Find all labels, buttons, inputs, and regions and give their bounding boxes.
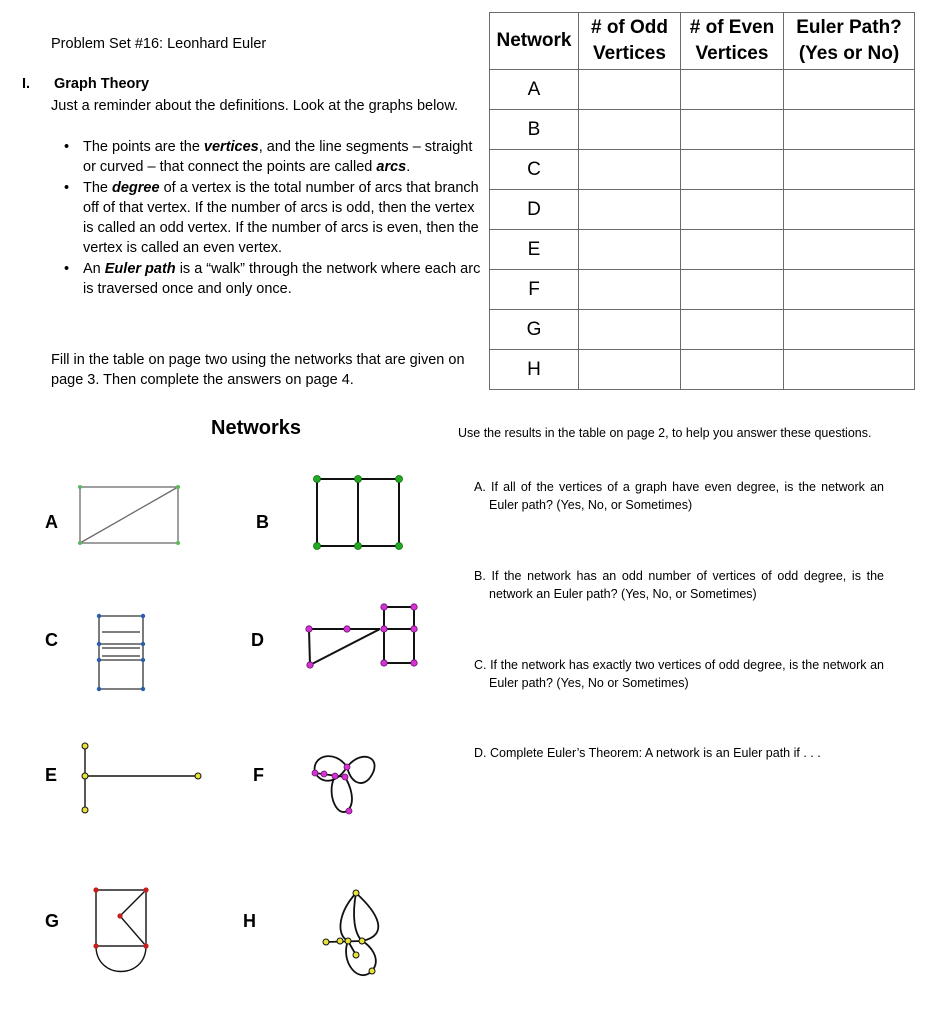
network-g-graph [88,880,158,975]
network-label-b: B [256,512,269,532]
vertex [97,658,101,662]
bullet-text: of a vertex is the total number of arcs that branch off of that vertex. If the number of arcs is odd, then the vertex is called an odd vertex. If the number of arcs is even, then the vertex is called an even vertex. [83,180,479,256]
cell-odd[interactable] [579,70,681,110]
vertex-group [82,743,201,813]
vertex-group [97,614,145,691]
question-text: C. If the network has exactly two vertices of odd degree, is the network an Euler path? (Yes, No or Sometimes) [474,658,884,690]
vertex [143,887,148,892]
network-label-c: C [45,630,58,650]
vertex [369,968,375,974]
vertex [82,743,88,749]
network-label-d: D [251,630,264,650]
cell-network: D [490,190,579,230]
vertex [411,604,417,610]
cell-odd[interactable] [579,150,681,190]
vertex [332,773,338,779]
cell-euler[interactable] [784,190,915,230]
arc [120,916,146,946]
vertex [396,476,403,483]
cell-network: E [490,230,579,270]
header-line: Vertices [593,43,666,64]
vertex [381,660,387,666]
arc [347,757,375,783]
vertex [396,543,403,550]
question-a [474,479,884,514]
arc [309,629,310,665]
network-label-g: G [45,911,60,931]
cell-euler[interactable] [784,270,915,310]
questions-intro: Use the results in the table on page 2, to help you answer these questions. [458,426,872,440]
definition-vertices-arcs [62,137,482,177]
table-row [490,190,915,230]
table-row [490,230,915,270]
header-even-vertices [681,13,784,70]
vertex [97,614,101,618]
vertex [97,687,101,691]
cell-even[interactable] [681,230,784,270]
vertex [306,626,312,632]
question-b [474,568,884,603]
network-c-graph [90,608,154,698]
vertex [381,626,387,632]
vertex [381,604,387,610]
vertex [141,658,145,662]
network-e-graph [75,740,210,818]
question-text: A. If all of the vertices of a graph have even degree, is the network an Euler path? (Yes, No, or Sometimes) [474,480,884,512]
vertex [195,773,201,779]
vertex [314,476,321,483]
vertex [355,476,362,483]
bullet-text: , and the line segments – straight or curved – that connect the points are called [83,139,473,175]
arc [332,776,352,812]
arc [310,629,380,665]
vertex [93,887,98,892]
network-d-graph [300,598,425,673]
network-label-e: E [45,765,58,785]
header-line: Vertices [695,43,769,64]
cell-odd[interactable] [579,350,681,390]
arc [326,941,362,942]
cell-network: C [490,150,579,190]
vertex [82,773,88,779]
results-table [489,12,915,390]
section-number: I. [22,76,31,92]
question-text: B. If the network has an odd number of vertices of odd degree, is the network an Euler path? (Yes, No, or Sometimes) [474,569,884,601]
table-row [490,110,915,150]
bullet-text: . [406,159,411,175]
vertex [353,952,359,958]
vertex [337,938,343,944]
network-label-h: H [243,911,256,931]
cell-network: F [490,270,579,310]
section-intro: Just a reminder about the definitions. Look at the graphs below. [51,98,459,114]
vertex [141,642,145,646]
cell-even[interactable] [681,350,784,390]
header-line: Euler Path? [796,17,902,38]
term-vertices: vertices [203,139,259,155]
arc [315,756,347,773]
network-a-graph [70,478,190,550]
document-title: Problem Set #16: Leonhard Euler [51,36,267,52]
table-body [490,70,915,390]
vertex [312,770,318,776]
cell-even[interactable] [681,190,784,230]
definition-degree [62,178,482,258]
vertex [359,938,365,944]
bullet-text: is a “walk” through the network where each arc is traversed once and only once. [83,261,481,297]
header-line: Network [496,30,572,51]
definitions-list [62,137,482,300]
table-row [490,350,915,390]
fill-instructions: Fill in the table on page two using the networks that are given on page 3. Then complete the answers on page 4. [51,352,465,388]
cell-network: G [490,310,579,350]
table-header-row [490,13,915,70]
vertex [117,913,122,918]
header-euler-path [784,13,915,70]
bullet-text: An [83,261,105,277]
vertex [353,890,359,896]
cell-euler[interactable] [784,230,915,270]
vertex [323,939,329,945]
cell-euler[interactable] [784,150,915,190]
term-euler-path: Euler path [104,261,176,277]
vertex [355,543,362,550]
vertex [78,541,82,545]
table-row [490,270,915,310]
cell-odd[interactable] [579,310,681,350]
header-odd-vertices [579,13,681,70]
cell-network: B [490,110,579,150]
bullet-text: The [83,180,113,196]
vertex [143,943,148,948]
vertex [93,943,98,948]
arc [354,893,362,941]
cell-odd[interactable] [579,110,681,150]
table-row [490,70,915,110]
network-b-graph [305,468,410,558]
cell-even[interactable] [681,70,784,110]
section-title: Graph Theory [54,76,150,92]
cell-odd[interactable] [579,190,681,230]
cell-euler[interactable] [784,310,915,350]
header-network [490,13,579,70]
vertex [307,662,313,668]
arc [384,607,414,663]
vertex [82,807,88,813]
vertex [97,642,101,646]
arc [96,946,146,972]
network-label-a: A [45,512,58,532]
network-h-graph [318,885,390,985]
cell-even[interactable] [681,110,784,150]
vertex [345,938,351,944]
network-label-f: F [253,765,264,785]
table-row [490,150,915,190]
arc [120,890,146,916]
vertex [344,764,350,770]
vertex [411,660,417,666]
cell-network: H [490,350,579,390]
cell-even[interactable] [681,150,784,190]
vertex [78,485,82,489]
cell-even[interactable] [681,270,784,310]
arc [356,893,378,941]
definition-euler-path [62,259,482,299]
cell-odd[interactable] [579,230,681,270]
header-line: # of Odd [590,17,669,38]
vertex [176,485,180,489]
vertex [141,687,145,691]
term-degree: degree [112,180,160,196]
header-line: # of Even [689,17,775,38]
cell-euler[interactable] [784,350,915,390]
question-c [474,657,884,692]
question-d [474,745,884,763]
network-f-graph [305,745,385,820]
arc [80,487,178,543]
vertex [321,771,327,777]
term-arcs: arcs [376,159,407,175]
cell-euler[interactable] [784,110,915,150]
cell-odd[interactable] [579,270,681,310]
vertex [141,614,145,618]
question-text: D. Complete Euler’s Theorem: A network is an Euler path if . . . [474,746,821,760]
vertex [411,626,417,632]
vertex [342,774,348,780]
table-row [490,310,915,350]
vertex [346,808,352,814]
cell-even[interactable] [681,310,784,350]
cell-network: A [490,70,579,110]
networks-title: Networks [211,417,302,439]
vertex [176,541,180,545]
vertex [344,626,350,632]
cell-euler[interactable] [784,70,915,110]
header-line: (Yes or No) [798,43,900,64]
bullet-text: The points are the [83,139,204,155]
vertex [314,543,321,550]
